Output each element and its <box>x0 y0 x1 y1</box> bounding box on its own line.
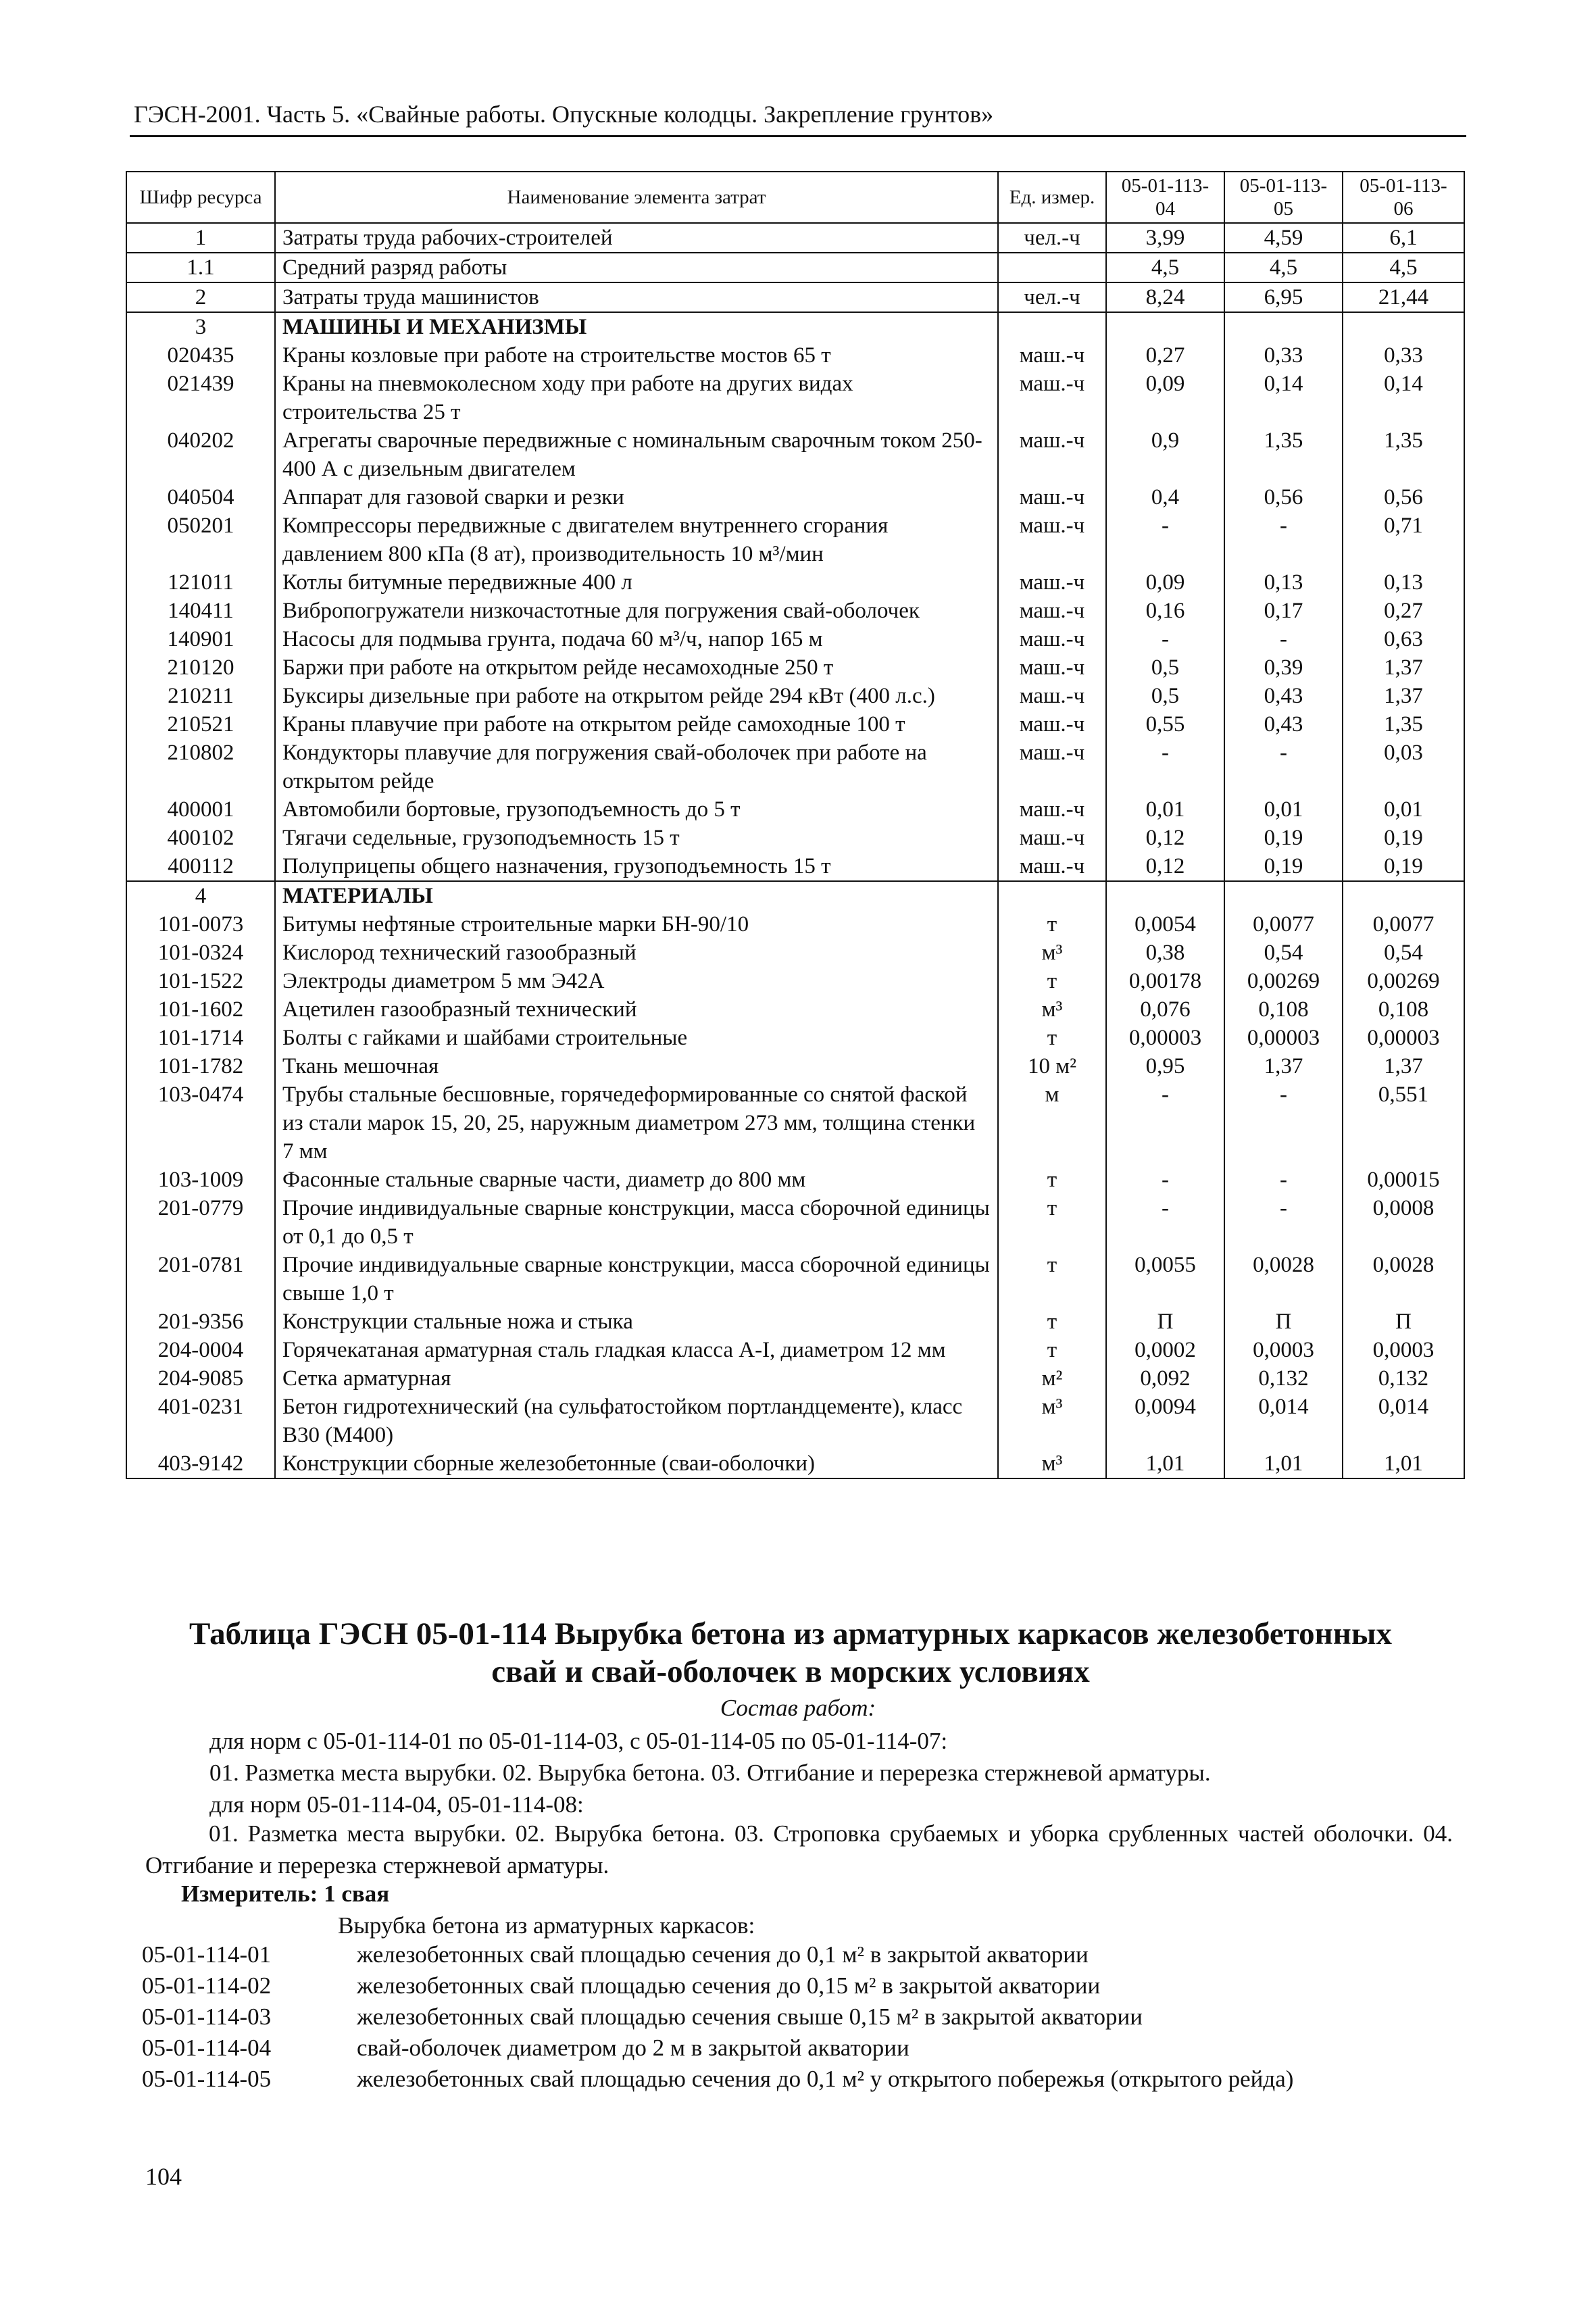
cell-value-2: 0,43 <box>1224 710 1343 739</box>
table-row <box>126 512 1464 568</box>
cell-value-2: 0,0003 <box>1224 1336 1343 1364</box>
cell-value-1: 0,09 <box>1106 568 1224 597</box>
cell-code: 201-0781 <box>126 1251 275 1308</box>
cell-unit: маш.-ч <box>998 653 1106 682</box>
table-row <box>126 282 1464 312</box>
cell-value-3: 1,01 <box>1343 1449 1464 1478</box>
cell-unit <box>998 253 1106 282</box>
cell-code: 1.1 <box>126 253 275 282</box>
cell-value-2: 1,01 <box>1224 1449 1343 1478</box>
cell-unit: м³ <box>998 1393 1106 1449</box>
cell-value-2: 0,43 <box>1224 682 1343 710</box>
cell-name: Затраты труда рабочих-строителей <box>275 223 998 253</box>
cell-name: Краны плавучие при работе на открытом рейде самоходные 100 т <box>275 710 998 739</box>
cell-unit: маш.-ч <box>998 682 1106 710</box>
cell-code: 401-0231 <box>126 1393 275 1449</box>
cell-name: Полуприцепы общего назначения, грузоподъемность 15 т <box>275 852 998 881</box>
cell-unit: маш.-ч <box>998 597 1106 625</box>
table-row <box>126 653 1464 682</box>
cell-code: 101-0073 <box>126 910 275 939</box>
table-row <box>126 682 1464 710</box>
cell-code: 140411 <box>126 597 275 625</box>
cell-name: Горячекатаная арматурная сталь гладкая класса А-I, диаметром 12 мм <box>275 1336 998 1364</box>
cell-value-1: 0,16 <box>1106 597 1224 625</box>
cell-value-3: 0,0077 <box>1343 910 1464 939</box>
cell-value-1: 8,24 <box>1106 282 1224 312</box>
cell-value-2: - <box>1224 625 1343 653</box>
table-row <box>126 1393 1464 1449</box>
table-row <box>126 939 1464 967</box>
cell-value-3: 0,14 <box>1343 370 1464 426</box>
cell-value-2: - <box>1224 1166 1343 1194</box>
cell-code: 140901 <box>126 625 275 653</box>
cell-value-2: 0,00269 <box>1224 967 1343 995</box>
cell-value-1: - <box>1106 1166 1224 1194</box>
table-row <box>126 341 1464 370</box>
cell-name: Баржи при работе на открытом рейде несамоходные 250 т <box>275 653 998 682</box>
table-row <box>126 995 1464 1024</box>
cell-value-2: 1,35 <box>1224 426 1343 483</box>
cell-value-3: 0,108 <box>1343 995 1464 1024</box>
cell-code: 103-1009 <box>126 1166 275 1194</box>
cell-value-1 <box>1106 312 1224 341</box>
cell-value-2: 0,33 <box>1224 341 1343 370</box>
norms-range-a: для норм с 05-01-114-01 по 05-01-114-03, с 05-01-114-05 по 05-01-114-07: <box>209 1728 948 1754</box>
cell-value-1: 0,092 <box>1106 1364 1224 1393</box>
cell-code: 050201 <box>126 512 275 568</box>
table-header-row <box>126 172 1464 223</box>
cell-value-3: 0,01 <box>1343 795 1464 824</box>
cell-value-3: 21,44 <box>1343 282 1464 312</box>
cell-value-3: 1,37 <box>1343 653 1464 682</box>
cell-value-3: 0,13 <box>1343 568 1464 597</box>
cell-code: 201-0779 <box>126 1194 275 1251</box>
cell-code: 201-9356 <box>126 1308 275 1336</box>
cell-code: 101-1782 <box>126 1052 275 1080</box>
cell-unit: т <box>998 1251 1106 1308</box>
cell-code: 400001 <box>126 795 275 824</box>
cell-code: 4 <box>126 881 275 910</box>
cell-value-1: - <box>1106 1080 1224 1166</box>
cell-value-1: П <box>1106 1308 1224 1336</box>
cell-value-2: 0,39 <box>1224 653 1343 682</box>
cell-value-3: 0,00003 <box>1343 1024 1464 1052</box>
table-row <box>126 1166 1464 1194</box>
header-rule <box>130 135 1466 137</box>
works-list-b: 01. Разметка места вырубки. 02. Вырубка бетона. 03. Строповка срубаемых и уборка срубленных частей оболочки. 04. Отгибание и перерезка стержневой арматуры. <box>145 1820 1453 1878</box>
table-row <box>126 253 1464 282</box>
table-row <box>126 739 1464 795</box>
running-header: ГЭСН-2001. Часть 5. «Свайные работы. Опускные колодцы. Закрепление грунтов» <box>134 101 994 128</box>
cell-value-1: 0,38 <box>1106 939 1224 967</box>
cell-unit: м² <box>998 1364 1106 1393</box>
table-row <box>126 710 1464 739</box>
cell-value-1: 0,0002 <box>1106 1336 1224 1364</box>
cell-name: Сетка арматурная <box>275 1364 998 1393</box>
cell-name: Буксиры дизельные при работе на открытом рейде 294 кВт (400 л.с.) <box>275 682 998 710</box>
cell-unit: т <box>998 1166 1106 1194</box>
cell-unit: т <box>998 1308 1106 1336</box>
works-heading: Состав работ: <box>720 1695 876 1721</box>
norm-item-code: 05-01-114-01 <box>142 1941 272 1968</box>
cell-value-1: 0,9 <box>1106 426 1224 483</box>
cell-code: 103-0474 <box>126 1080 275 1166</box>
cell-unit: маш.-ч <box>998 739 1106 795</box>
cell-unit: маш.-ч <box>998 625 1106 653</box>
norm-items-intro: Вырубка бетона из арматурных каркасов: <box>338 1912 755 1939</box>
cell-name: Ткань мешочная <box>275 1052 998 1080</box>
cell-value-3: 0,0008 <box>1343 1194 1464 1251</box>
cell-code: 121011 <box>126 568 275 597</box>
cell-name: Затраты труда машинистов <box>275 282 998 312</box>
cell-value-2: - <box>1224 739 1343 795</box>
cell-unit: м³ <box>998 1449 1106 1478</box>
cell-value-3: 0,551 <box>1343 1080 1464 1166</box>
cell-name: Электроды диаметром 5 мм Э42А <box>275 967 998 995</box>
cell-code: 101-1522 <box>126 967 275 995</box>
cell-value-1: - <box>1106 739 1224 795</box>
table-row <box>126 1251 1464 1308</box>
cell-code: 021439 <box>126 370 275 426</box>
cell-name: Трубы стальные бесшовные, горячедеформированные со снятой фаской из стали марок 15, 20, 25, наружным диаметром 273 мм, толщина стенки 7 мм <box>275 1080 998 1166</box>
cell-code: 101-1602 <box>126 995 275 1024</box>
cell-value-2: 0,13 <box>1224 568 1343 597</box>
cell-value-1: 3,99 <box>1106 223 1224 253</box>
table-row <box>126 824 1464 852</box>
cell-value-1: 0,076 <box>1106 995 1224 1024</box>
cell-value-3: П <box>1343 1308 1464 1336</box>
cell-unit: чел.-ч <box>998 282 1106 312</box>
cell-name: Котлы битумные передвижные 400 л <box>275 568 998 597</box>
cell-value-2: 4,5 <box>1224 253 1343 282</box>
table-row <box>126 1024 1464 1052</box>
cell-unit: маш.-ч <box>998 483 1106 512</box>
table-row <box>126 1080 1464 1166</box>
cell-unit: маш.-ч <box>998 426 1106 483</box>
table-row <box>126 1308 1464 1336</box>
cell-unit: маш.-ч <box>998 568 1106 597</box>
cell-value-3 <box>1343 312 1464 341</box>
cell-unit: маш.-ч <box>998 795 1106 824</box>
cell-value-1: 0,4 <box>1106 483 1224 512</box>
cell-value-2: 0,132 <box>1224 1364 1343 1393</box>
cell-value-1: - <box>1106 512 1224 568</box>
cell-unit: чел.-ч <box>998 223 1106 253</box>
table-row <box>126 625 1464 653</box>
cell-value-1: 0,27 <box>1106 341 1224 370</box>
cell-value-3: 0,00015 <box>1343 1166 1464 1194</box>
cell-unit: маш.-ч <box>998 824 1106 852</box>
cell-value-3: 0,00269 <box>1343 967 1464 995</box>
cell-value-1: 4,5 <box>1106 253 1224 282</box>
table-title-line-1: Таблица ГЭСН 05-01-114 Вырубка бетона из арматурных каркасов железобетонных <box>189 1616 1393 1651</box>
cell-value-3: 4,5 <box>1343 253 1464 282</box>
cell-name: Конструкции сборные железобетонные (сваи-оболочки) <box>275 1449 998 1478</box>
cell-value-1: 0,12 <box>1106 824 1224 852</box>
table-row <box>126 597 1464 625</box>
cell-value-1: 0,00178 <box>1106 967 1224 995</box>
cell-code: 400102 <box>126 824 275 852</box>
cell-code: 210521 <box>126 710 275 739</box>
cell-value-3: 0,0003 <box>1343 1336 1464 1364</box>
cell-value-1: 1,01 <box>1106 1449 1224 1478</box>
cell-value-3: 0,54 <box>1343 939 1464 967</box>
cell-unit: т <box>998 1194 1106 1251</box>
cell-value-1: 0,12 <box>1106 852 1224 881</box>
table-row <box>126 568 1464 597</box>
cell-code: 2 <box>126 282 275 312</box>
cell-code: 210211 <box>126 682 275 710</box>
cell-code: 020435 <box>126 341 275 370</box>
cell-value-1: 0,55 <box>1106 710 1224 739</box>
cell-value-3: 0,19 <box>1343 852 1464 881</box>
cell-unit: маш.-ч <box>998 710 1106 739</box>
works-list-a: 01. Разметка места вырубки. 02. Вырубка бетона. 03. Отгибание и перерезка стержневой арматуры. <box>209 1760 1211 1786</box>
cell-value-2: 1,37 <box>1224 1052 1343 1080</box>
cell-unit: маш.-ч <box>998 370 1106 426</box>
cell-name: Кондукторы плавучие для погружения свай-оболочек при работе на открытом рейде <box>275 739 998 795</box>
table-row <box>126 1336 1464 1364</box>
table-row <box>126 910 1464 939</box>
cell-unit: маш.-ч <box>998 341 1106 370</box>
table-row <box>126 967 1464 995</box>
table-title-line-2: свай и свай-оболочек в морских условиях <box>491 1654 1090 1689</box>
cell-unit: маш.-ч <box>998 852 1106 881</box>
norms-range-b: для норм 05-01-114-04, 05-01-114-08: <box>209 1791 584 1818</box>
cell-value-1: 0,5 <box>1106 653 1224 682</box>
cell-code: 210802 <box>126 739 275 795</box>
cell-value-1: - <box>1106 1194 1224 1251</box>
table-row <box>126 1052 1464 1080</box>
cell-code: 210120 <box>126 653 275 682</box>
table-row <box>126 1449 1464 1478</box>
header-unit: Ед. измер. <box>998 172 1106 223</box>
cell-value-3: 0,63 <box>1343 625 1464 653</box>
cell-code: 101-1714 <box>126 1024 275 1052</box>
cell-value-1 <box>1106 881 1224 910</box>
cell-value-2: 6,95 <box>1224 282 1343 312</box>
cell-name: Бетон гидротехнический (на сульфатостойком портландцементе), класс В30 (М400) <box>275 1393 998 1449</box>
cell-value-2: - <box>1224 512 1343 568</box>
cell-value-2: П <box>1224 1308 1343 1336</box>
cell-value-2: 0,0028 <box>1224 1251 1343 1308</box>
cell-name: Краны козловые при работе на строительстве мостов 65 т <box>275 341 998 370</box>
cell-name: МАТЕРИАЛЫ <box>275 881 998 910</box>
cell-code: 403-9142 <box>126 1449 275 1478</box>
cell-value-2: 0,0077 <box>1224 910 1343 939</box>
cell-name: Агрегаты сварочные передвижные с номинальным сварочным током 250-400 А с дизельным двигателем <box>275 426 998 483</box>
table-row <box>126 1364 1464 1393</box>
cell-name: Болты с гайками и шайбами строительные <box>275 1024 998 1052</box>
norm-item-text: железобетонных свай площадью сечения свыше 0,15 м² в закрытой акватории <box>357 2003 1143 2030</box>
cell-value-2: 0,14 <box>1224 370 1343 426</box>
cell-name: Аппарат для газовой сварки и резки <box>275 483 998 512</box>
cell-name: Ацетилен газообразный технический <box>275 995 998 1024</box>
table-row <box>126 483 1464 512</box>
cell-value-1: 0,0094 <box>1106 1393 1224 1449</box>
cell-unit <box>998 312 1106 341</box>
cell-value-3: 0,56 <box>1343 483 1464 512</box>
cell-name: Краны на пневмоколесном ходу при работе на других видах строительства 25 т <box>275 370 998 426</box>
cell-value-2: 0,54 <box>1224 939 1343 967</box>
cell-code: 400112 <box>126 852 275 881</box>
norm-item-text: свай-оболочек диаметром до 2 м в закрытой акватории <box>357 2035 909 2061</box>
table-row <box>126 852 1464 881</box>
cell-value-2 <box>1224 881 1343 910</box>
cell-value-2: 0,56 <box>1224 483 1343 512</box>
cell-value-1: 0,5 <box>1106 682 1224 710</box>
cell-value-3: 0,132 <box>1343 1364 1464 1393</box>
meter-label: Измеритель: 1 свая <box>181 1881 390 1907</box>
table-row <box>126 370 1464 426</box>
table-row <box>126 795 1464 824</box>
cell-unit: т <box>998 1336 1106 1364</box>
cell-code: 101-0324 <box>126 939 275 967</box>
cell-value-2: 0,19 <box>1224 824 1343 852</box>
cell-unit <box>998 881 1106 910</box>
cell-name: Средний разряд работы <box>275 253 998 282</box>
cell-name: Фасонные стальные сварные части, диаметр до 800 мм <box>275 1166 998 1194</box>
table-row <box>126 1194 1464 1251</box>
cell-value-1: 0,0054 <box>1106 910 1224 939</box>
cell-value-3: 1,37 <box>1343 1052 1464 1080</box>
cell-value-2: 0,00003 <box>1224 1024 1343 1052</box>
cell-unit: т <box>998 967 1106 995</box>
cell-unit: м <box>998 1080 1106 1166</box>
cell-value-3: 6,1 <box>1343 223 1464 253</box>
table-row <box>126 223 1464 253</box>
cell-value-2: - <box>1224 1080 1343 1166</box>
header-norm-1: 05-01-113-04 <box>1106 172 1224 223</box>
cell-value-3: 1,35 <box>1343 710 1464 739</box>
cell-name: Прочие индивидуальные сварные конструкции, масса сборочной единицы свыше 1,0 т <box>275 1251 998 1308</box>
cell-name: Кислород технический газообразный <box>275 939 998 967</box>
cell-code: 3 <box>126 312 275 341</box>
header-name: Наименование элемента затрат <box>275 172 998 223</box>
cell-value-2: 0,01 <box>1224 795 1343 824</box>
cell-value-2: 0,108 <box>1224 995 1343 1024</box>
header-code: Шифр ресурса <box>126 172 275 223</box>
cell-value-3: 0,71 <box>1343 512 1464 568</box>
cell-value-3: 0,0028 <box>1343 1251 1464 1308</box>
cell-value-3: 0,03 <box>1343 739 1464 795</box>
norm-item-code: 05-01-114-05 <box>142 2066 272 2092</box>
norm-item-code: 05-01-114-04 <box>142 2035 272 2061</box>
cell-value-1: 0,00003 <box>1106 1024 1224 1052</box>
header-norm-2: 05-01-113-05 <box>1224 172 1343 223</box>
cell-unit: т <box>998 910 1106 939</box>
cell-code: 204-9085 <box>126 1364 275 1393</box>
cell-name: Конструкции стальные ножа и стыка <box>275 1308 998 1336</box>
cell-name: Вибропогружатели низкочастотные для погружения свай-оболочек <box>275 597 998 625</box>
cell-unit: м³ <box>998 939 1106 967</box>
norm-item-code: 05-01-114-03 <box>142 2003 272 2030</box>
cell-value-3: 1,37 <box>1343 682 1464 710</box>
cell-value-1: 0,01 <box>1106 795 1224 824</box>
cell-value-1: 0,0055 <box>1106 1251 1224 1308</box>
cell-value-2: 0,014 <box>1224 1393 1343 1449</box>
cell-value-1: 0,09 <box>1106 370 1224 426</box>
cell-value-3 <box>1343 881 1464 910</box>
norm-item-text: железобетонных свай площадью сечения до 0,1 м² в закрытой акватории <box>357 1941 1089 1968</box>
table-title <box>135 1615 1446 1691</box>
cell-code: 040504 <box>126 483 275 512</box>
resource-table <box>126 171 1465 1479</box>
cell-name: Битумы нефтяные строительные марки БН-90/10 <box>275 910 998 939</box>
cell-value-2: 0,17 <box>1224 597 1343 625</box>
table-row <box>126 312 1464 341</box>
cell-value-2: - <box>1224 1194 1343 1251</box>
table-body <box>126 223 1464 1478</box>
table-row <box>126 426 1464 483</box>
norm-item-text: железобетонных свай площадью сечения до 0,1 м² у открытого побережья (открытого рейда) <box>357 2066 1294 2092</box>
norm-item-text: железобетонных свай площадью сечения до 0,15 м² в закрытой акватории <box>357 1972 1101 1999</box>
page-number: 104 <box>145 2163 182 2190</box>
header-norm-3: 05-01-113-06 <box>1343 172 1464 223</box>
cell-name: Прочие индивидуальные сварные конструкции, масса сборочной единицы от 0,1 до 0,5 т <box>275 1194 998 1251</box>
cell-unit: м³ <box>998 995 1106 1024</box>
cell-name: Автомобили бортовые, грузоподъемность до 5 т <box>275 795 998 824</box>
cell-value-3: 0,33 <box>1343 341 1464 370</box>
cell-value-1: 0,95 <box>1106 1052 1224 1080</box>
cell-name: Насосы для подмыва грунта, подача 60 м³/ч, напор 165 м <box>275 625 998 653</box>
cell-value-2: 4,59 <box>1224 223 1343 253</box>
cell-value-2 <box>1224 312 1343 341</box>
cell-value-1: - <box>1106 625 1224 653</box>
cell-value-3: 1,35 <box>1343 426 1464 483</box>
cell-value-2: 0,19 <box>1224 852 1343 881</box>
cell-value-3: 0,27 <box>1343 597 1464 625</box>
cell-value-3: 0,19 <box>1343 824 1464 852</box>
cell-value-3: 0,014 <box>1343 1393 1464 1449</box>
cell-unit: т <box>998 1024 1106 1052</box>
cell-name: Тягачи седельные, грузоподъемность 15 т <box>275 824 998 852</box>
cell-name: Компрессоры передвижные с двигателем внутреннего сгорания давлением 800 кПа (8 ат), производительность 10 м³/мин <box>275 512 998 568</box>
cell-code: 204-0004 <box>126 1336 275 1364</box>
cell-unit: 10 м² <box>998 1052 1106 1080</box>
norm-item-code: 05-01-114-02 <box>142 1972 272 1999</box>
cell-code: 040202 <box>126 426 275 483</box>
cell-unit: маш.-ч <box>998 512 1106 568</box>
table-row <box>126 881 1464 910</box>
cell-name: МАШИНЫ И МЕХАНИЗМЫ <box>275 312 998 341</box>
cell-code: 1 <box>126 223 275 253</box>
